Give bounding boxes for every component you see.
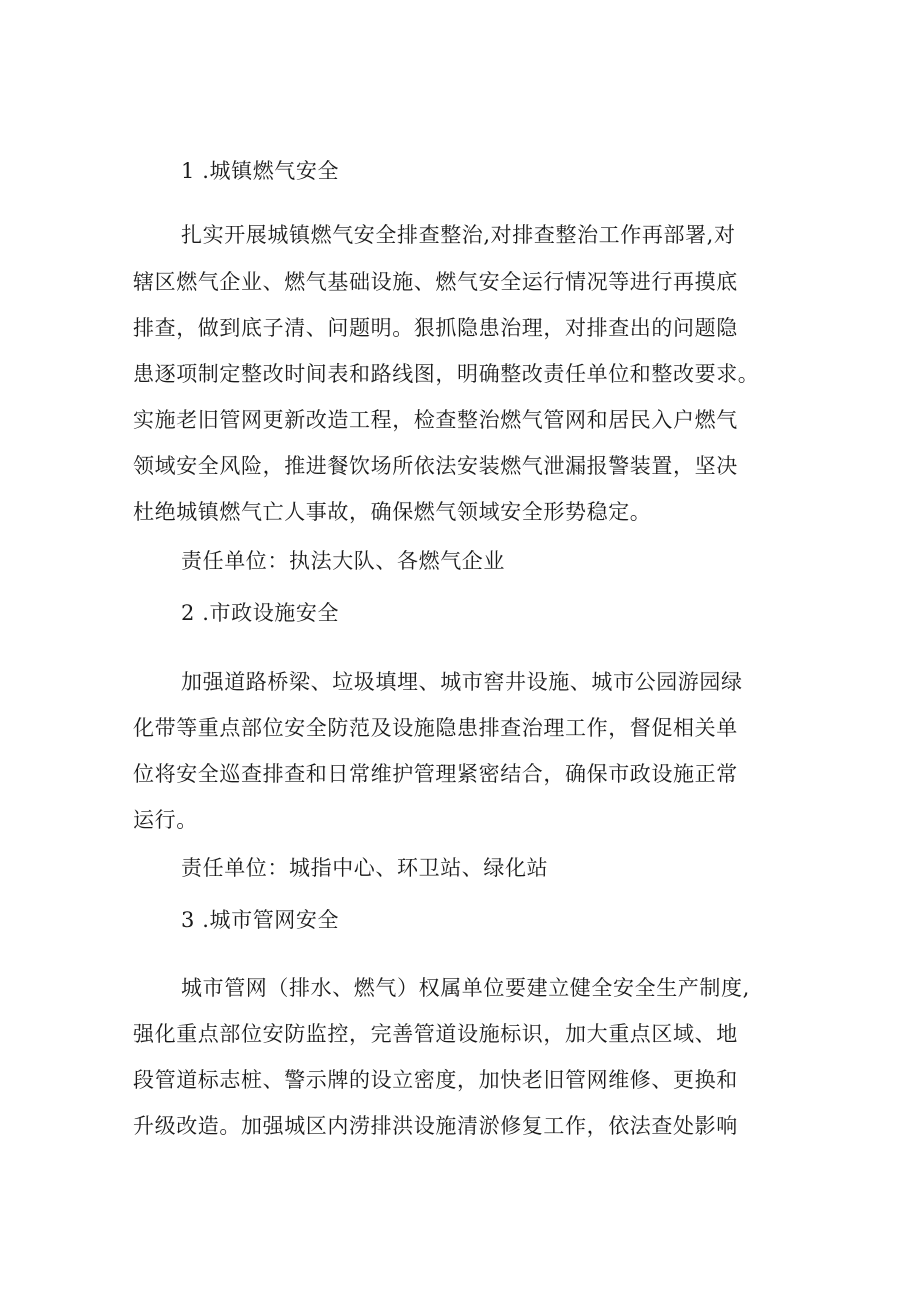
section-1-paragraph-line-6: 领域安全风险，推进餐饮场所依法安装燃气泄漏报警装置，坚决 (133, 454, 738, 478)
section-2-paragraph-line-4: 运行。 (133, 808, 198, 832)
section-1-paragraph-line-2: 辖区燃气企业、燃气基础设施、燃气安全运行情况等进行再摸底 (133, 270, 738, 294)
section-1-paragraph-line-3: 排查，做到底子清、问题明。狠抓隐患治理，对排查出的问题隐 (133, 316, 738, 340)
section-1-paragraph-line-5: 实施老旧管网更新改造工程，检查整治燃气管网和居民入户燃气 (133, 408, 738, 432)
section-3-paragraph-line-3: 段管道标志桩、警示牌的设立密度，加快老旧管网维修、更换和 (133, 1068, 738, 1092)
section-2-paragraph-line-2: 化带等重点部位安全防范及设施隐患排查治理工作，督促相关单 (133, 716, 738, 740)
section-2-paragraph-line-1: 加强道路桥梁、垃圾填埋、城市窖井设施、城市公园游园绿 (181, 670, 743, 694)
section-3-paragraph-line-4: 升级改造。加强城区内涝排洪设施清淤修复工作，依法查处影响 (133, 1114, 738, 1138)
section-2-paragraph-line-3: 位将安全巡查排查和日常维护管理紧密结合，确保市政设施正常 (133, 762, 738, 786)
section-1-paragraph-line-1: 扎实开展城镇燃气安全排查整治,对排查整治工作再部署,对 (181, 223, 736, 247)
section-2-heading: 2 .市政设施安全 (181, 601, 340, 625)
section-1-responsibility: 责任单位：执法大队、各燃气企业 (181, 549, 505, 573)
section-1-paragraph-line-4: 患逐项制定整改时间表和路线图，明确整改责任单位和整改要求。 (133, 362, 760, 386)
section-3-paragraph-line-2: 强化重点部位安防监控，完善管道设施标识，加大重点区域、地 (133, 1022, 738, 1046)
section-2-responsibility: 责任单位：城指中心、环卫站、绿化站 (181, 856, 549, 880)
section-1-paragraph-line-7: 杜绝城镇燃气亡人事故，确保燃气领域安全形势稳定。 (133, 500, 652, 524)
section-3-heading: 3 .城市管网安全 (181, 908, 340, 932)
section-3-paragraph-line-1: 城市管网（排水、燃气）权属单位要建立健全安全生产制度, (181, 976, 750, 1000)
section-1-heading: 1 .城镇燃气安全 (181, 159, 340, 183)
